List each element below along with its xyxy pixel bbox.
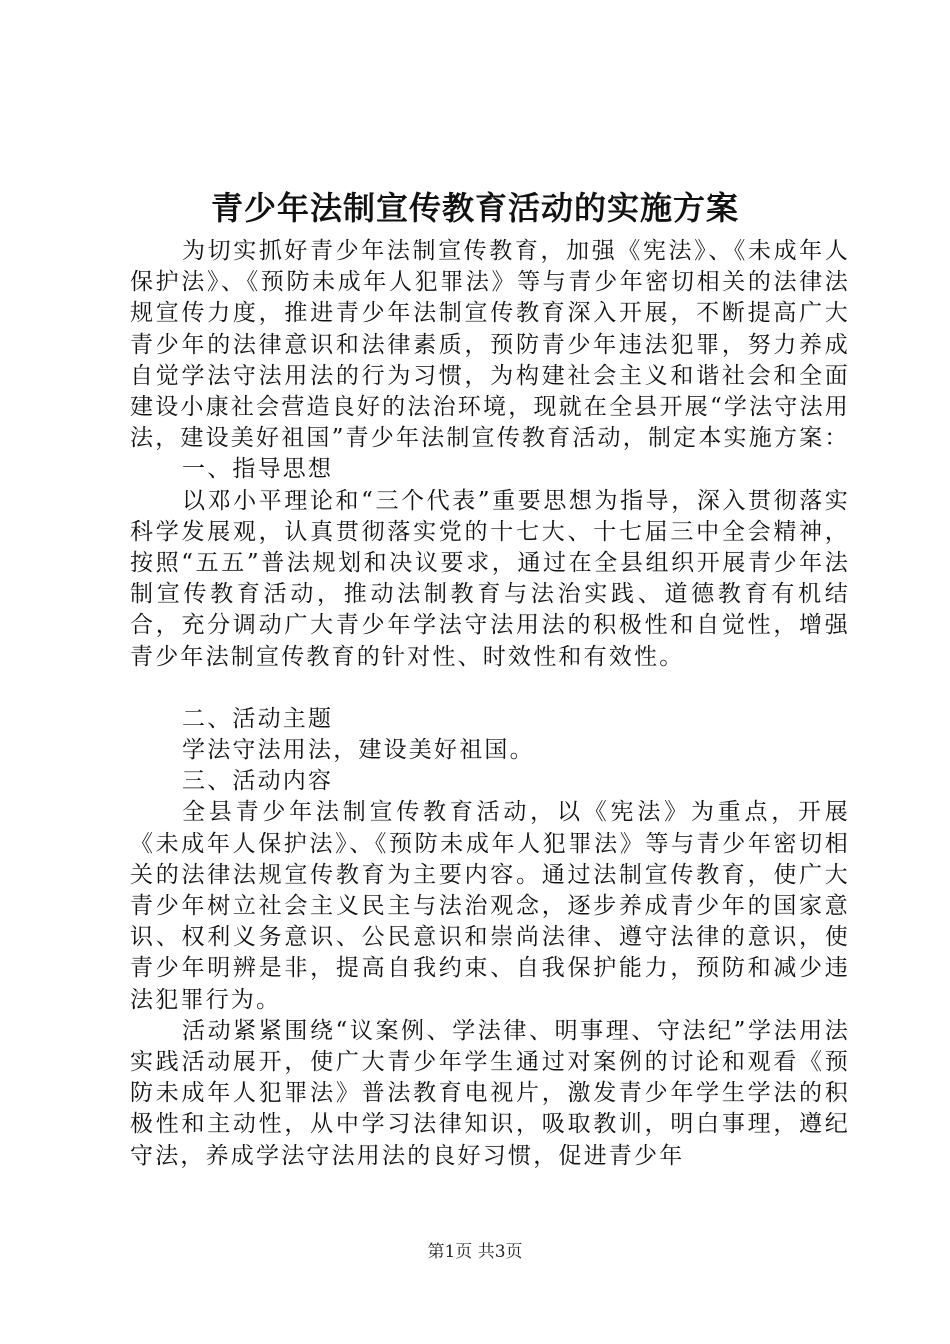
document-body [130, 236, 850, 1172]
activity-theme-paragraph: 学法守法用法，建设美好祖国。 [182, 737, 535, 764]
section-heading-activity-theme: 二、活动主题 [182, 705, 334, 732]
section-heading-guiding-ideology: 一、指导思想 [182, 456, 334, 483]
activity-content-paragraph-1: 全县青少年法制宣传教育活动，以《宪法》为重点，开展《未成年人保护法》、《预防未成年人犯罪法》等与青少年密切相关的法律法规宣传教育为主要内容。通过法制宣传教育，使广大青少年树立社会主义民主与法治观念，逐步养成青少年的国家意识、权利义务意识、公民意识和崇尚法律、遵守法律的意识，使青少年明辨是非，提高自我约束、自我保护能力，预防和减少违法犯罪行为。 [130, 799, 850, 1013]
guiding-ideology-paragraph: 以邓小平理论和“三个代表”重要思想为指导，深入贯彻落实科学发展观，认真贯彻落实党的十七大、十七届三中全会精神，按照“五五”普法规划和决议要求，通过在全县组织开展青少年法制宣传教育活动，推动法制教育与法治实践、道德教育有机结合，充分调动广大青少年学法守法用法的积极性和自觉性，增强青少年法制宣传教育的针对性、时效性和有效性。 [130, 487, 850, 670]
section-heading-activity-content: 三、活动内容 [182, 768, 334, 795]
activity-content-paragraph-2: 活动紧紧围绕“议案例、学法律、明事理、守法纪”学法用法实践活动展开，使广大青少年学生通过对案例的讨论和观看《预防未成年人犯罪法》普法教育电视片，激发青少年学生学法的积极性和主动性，从中学习法律知识，吸取教训，明白事理，遵纪守法，养成学法守法用法的良好习惯，促进青少年 [130, 1017, 850, 1169]
document-title: 青少年法制宣传教育活动的实施方案 [210, 189, 739, 227]
intro-paragraph: 为切实抓好青少年法制宣传教育，加强《宪法》、《未成年人保护法》、《预防未成年人犯罪法》等与青少年密切相关的法律法规宣传力度，推进青少年法制宣传教育深入开展，不断提高广大青少年的法律意识和法律素质，预防青少年违法犯罪，努力养成自觉学法守法用法的行为习惯，为构建社会主义和谐社会和全面建设小康社会营造良好的法治环境，现就在全县开展“学法守法用法，建设美好祖国”青少年法制宣传教育活动，制定本实施方案： [130, 238, 850, 452]
page-footer: 第1页 共3页 [427, 1242, 523, 1262]
